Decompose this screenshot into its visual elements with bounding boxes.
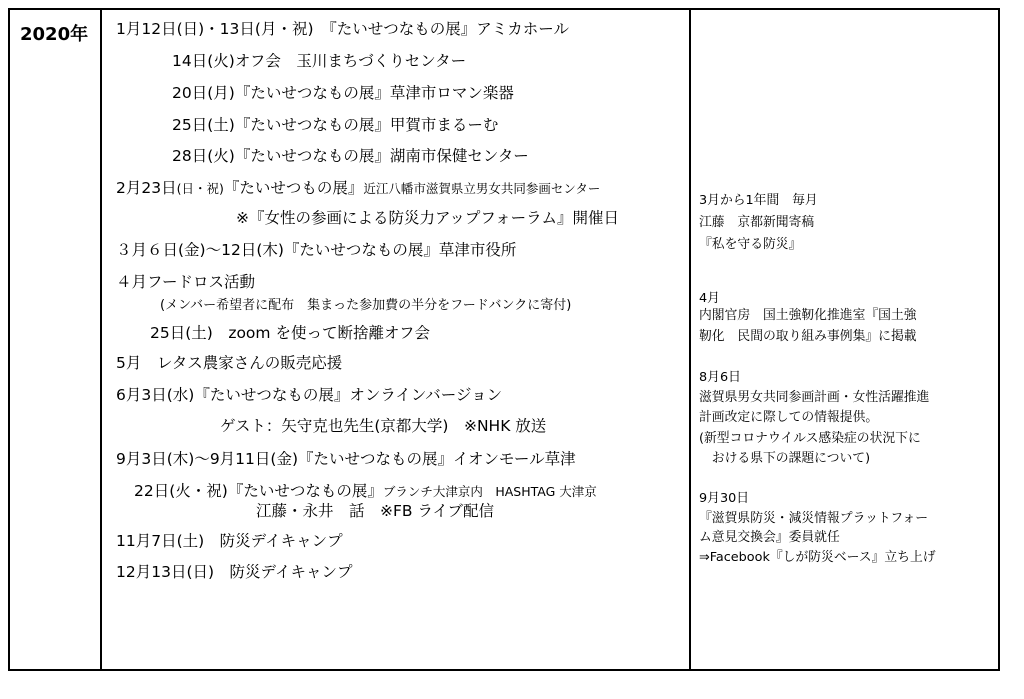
event-date-day: (日・祝) <box>176 181 224 196</box>
event-line: 5月 レタス農家さんの販売応援 <box>116 354 343 372</box>
event-line: ３月６日(金)～12日(木)『たいせつなもの展』草津市役所 <box>116 241 517 259</box>
event-line: 1月12日(日)・13日(月・祝) 『たいせつなもの展』アミカホール <box>116 20 569 38</box>
note-line: 滋賀県男女共同参画計画・女性活躍推進 <box>699 390 930 405</box>
note-line: 9月30日 <box>699 491 750 506</box>
note-line: ム意見交換会』委員就任 <box>699 530 840 545</box>
event-line: 25日(土) zoom を使って断捨離オフ会 <box>150 324 430 342</box>
note-line: 内閣官房 国土強靭化推進室『国土強 <box>699 308 917 323</box>
year-label: 2020年 <box>20 24 89 45</box>
note-line: 『私を守る防災』 <box>699 237 802 252</box>
event-line <box>116 179 600 198</box>
note-line: 靭化 民間の取り組み事例集』に掲載 <box>699 329 917 344</box>
event-venue: ブランチ大津京内 HASHTAG 大津京 <box>382 484 597 499</box>
note-line: おける県下の課題について) <box>699 451 871 466</box>
column-divider-notes <box>689 10 691 669</box>
event-title: 22日(火・祝)『たいせつなもの展』 <box>134 482 383 500</box>
note-line: 3月から1年間 毎月 <box>699 193 818 208</box>
event-line: 20日(月)『たいせつなもの展』草津市ロマン楽器 <box>172 84 514 102</box>
note-line: 江藤 京都新聞寄稿 <box>699 215 815 230</box>
event-venue: 近江八幡市滋賀県立男女共同参画センター <box>363 181 601 196</box>
event-line: 25日(土)『たいせつなもの展』甲賀市まるーむ <box>172 116 499 134</box>
event-line: 11月7日(土) 防災デイキャンプ <box>116 532 343 550</box>
event-line: 9月3日(木)～9月11日(金)『たいせつなもの展』イオンモール草津 <box>116 450 576 468</box>
note-line: 計画改定に際しての情報提供。 <box>699 410 879 425</box>
note-line: ⇒Facebook『しが防災ベース』立ち上げ <box>699 550 936 565</box>
event-line: 28日(火)『たいせつなもの展』湖南市保健センター <box>172 147 529 165</box>
note-line: 8月6日 <box>699 370 741 385</box>
event-line <box>134 482 597 501</box>
event-line: ４月フードロス活動 <box>116 273 256 291</box>
event-title: 『たいせつもの展』 <box>223 179 364 197</box>
event-line: ※『女性の参画による防災力アップフォーラム』開催日 <box>236 209 619 227</box>
note-line: 『滋賀県防災・減災情報プラットフォー <box>699 511 929 526</box>
event-line: (メンバー希望者に配布 集まった参加費の半分をフードバンクに寄付) <box>160 298 572 313</box>
note-line: (新型コロナウイルス感染症の状況下に <box>699 431 921 446</box>
event-line: ゲスト：矢守克也先生(京都大学) ※NHK 放送 <box>220 417 547 435</box>
event-line: 14日(火)オフ会 玉川まちづくりセンター <box>172 52 467 70</box>
event-date: 2月23日 <box>116 179 177 197</box>
note-line: 4月 <box>699 291 720 306</box>
column-divider-year <box>100 10 102 669</box>
event-line: 江藤・永井 話 ※FB ライブ配信 <box>256 502 495 520</box>
event-line: 6月3日(水)『たいせつなもの展』オンラインバージョン <box>116 386 503 404</box>
event-line: 12月13日(日) 防災デイキャンプ <box>116 563 353 581</box>
